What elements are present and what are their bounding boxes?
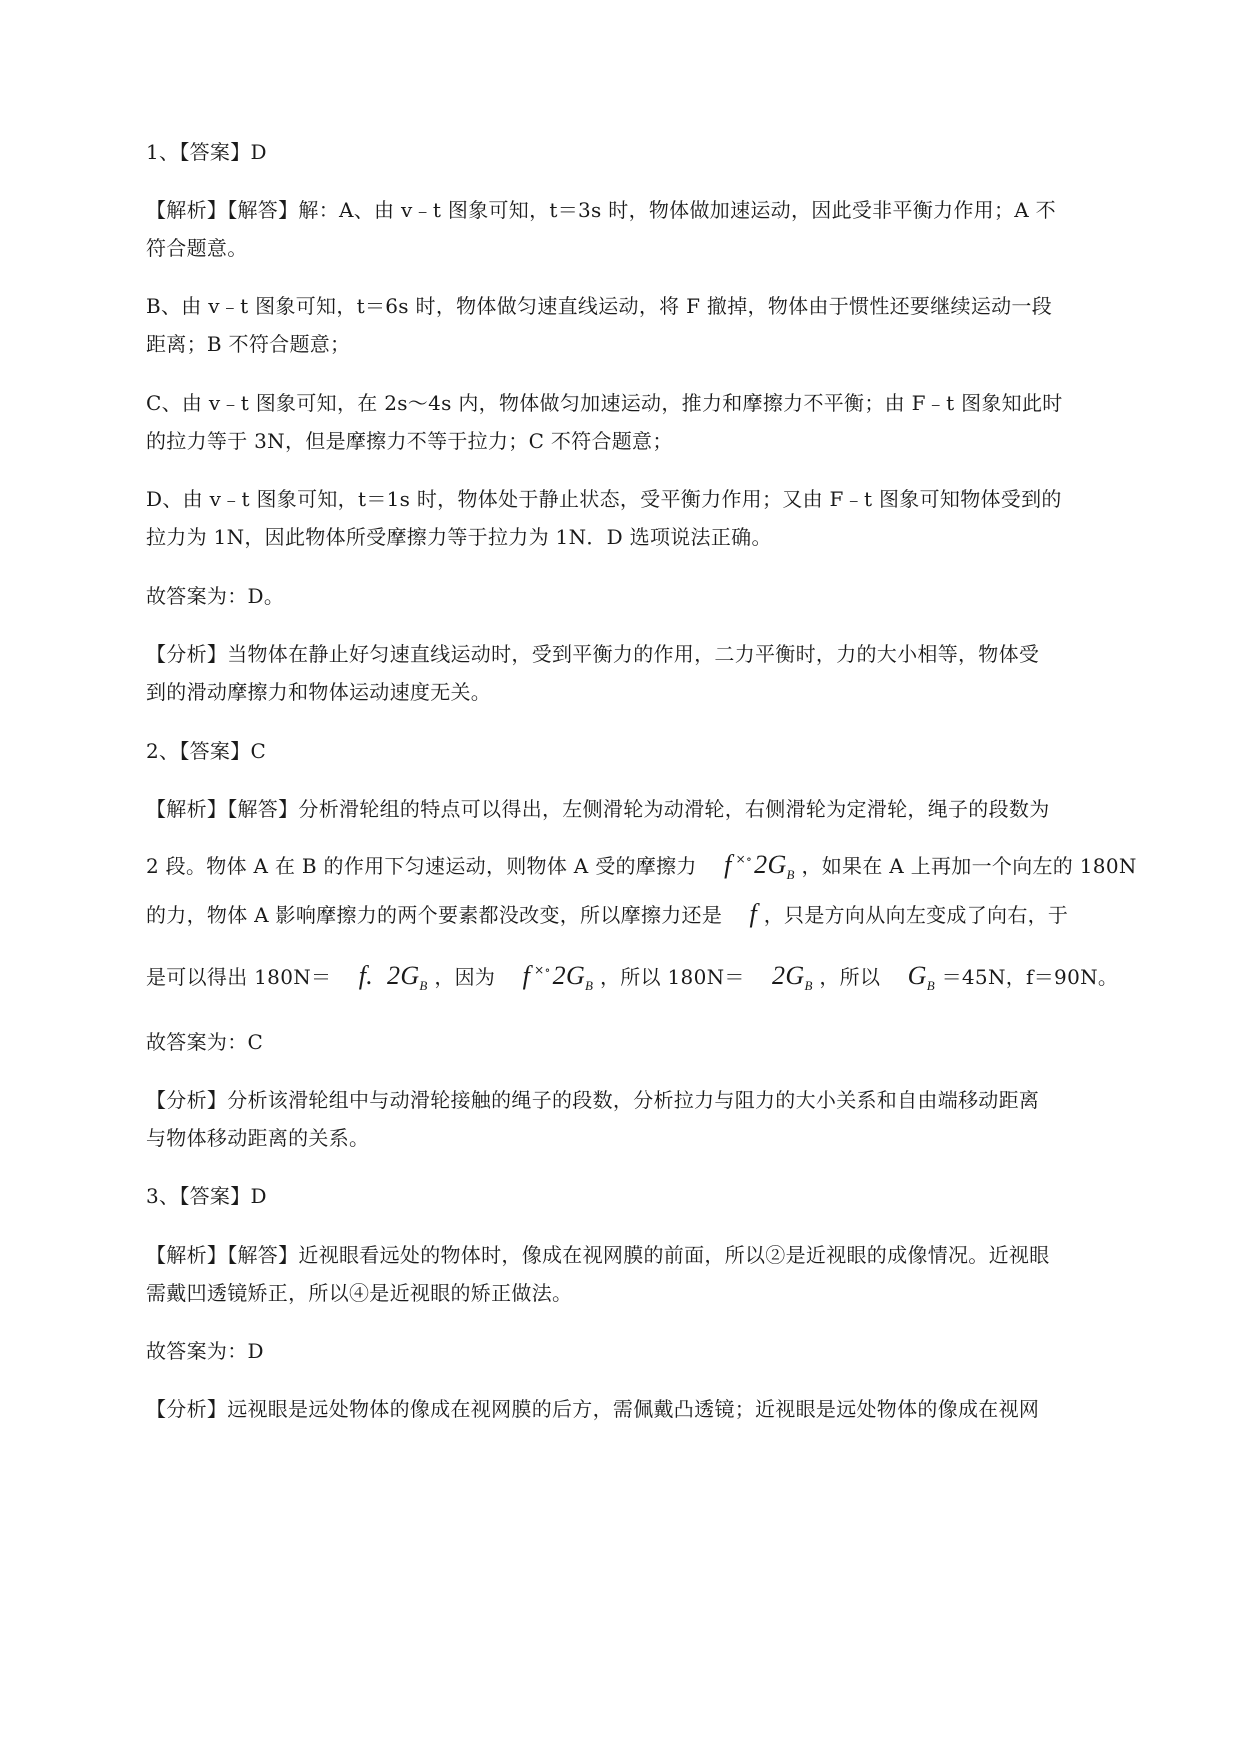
q2-review-line2: 与物体移动距离的关系。 — [146, 1126, 370, 1150]
q1-option-b-line1: B、由 v﹣t 图象可知，t＝6s 时，物体做匀速直线运动，将 F 撤掉，物体由于惯性还要继续运动一段 — [146, 294, 1053, 318]
q2-line2-text-b: ，如果在 A 上再加一个向左的 180N — [801, 854, 1137, 878]
q1-option-d-line2: 拉力为 1N，因此物体所受摩擦力等于拉力为 1N．D 选项说法正确。 — [146, 525, 772, 549]
q1-review-line1: 【分析】当物体在静止好匀速直线运动时，受到平衡力的作用，二力平衡时，力的大小相等，物体受 — [146, 642, 1040, 666]
q1-answer: 1、【答案】D — [146, 140, 267, 164]
q2-line4-text-e: ＝45N，f＝90N。 — [941, 965, 1119, 989]
q1-review-line2: 到的滑动摩擦力和物体运动速度无关。 — [146, 680, 492, 704]
q2-line3-text-b: ，只是方向从向左变成了向右，于 — [763, 903, 1069, 927]
q3-answer: 3、【答案】D — [146, 1184, 267, 1208]
q1-option-d-line1: D、由 v﹣t 图象可知，t＝1s 时，物体处于静止状态，受平衡力作用；又由 F﹣t 图象可知物体受到的 — [146, 487, 1062, 511]
q3-conclusion: 故答案为：D — [146, 1339, 264, 1363]
q2-line4-text-a: 是可以得出 180N＝ — [146, 965, 332, 989]
q2-line2-text-a: 2 段。物体 A 在 B 的作用下匀速运动，则物体 A 受的摩擦力 — [146, 854, 697, 878]
formula-because: f $^{\times\circ}2G_B$ — [522, 961, 594, 993]
q1-option-c-line1: C、由 v﹣t 图象可知，在 2s～4s 内，物体做匀加速运动，推力和摩擦力不平衡；由 F﹣t 图象知此时 — [146, 391, 1063, 415]
q2-line3-text-a: 的力，物体 A 影响摩擦力的两个要素都没改变，所以摩擦力还是 — [146, 903, 723, 927]
q2-conclusion: 故答案为：C — [146, 1030, 264, 1054]
formula-2gb: $2G_B$ — [772, 961, 813, 993]
q2-answer: 2、【答案】C — [146, 739, 267, 763]
q2-analysis-line1: 【解析】【解答】分析滑轮组的特点可以得出，左侧滑轮为动滑轮，右侧滑轮为定滑轮，绳子的段数为 — [146, 797, 1050, 821]
q2-analysis-line3 — [146, 897, 1146, 932]
formula-f: f — [749, 899, 758, 928]
q3-analysis-line2: 需戴凹透镜矫正，所以④是近视眼的矫正做法。 — [146, 1281, 573, 1305]
q2-analysis-line2 — [146, 842, 1146, 892]
formula-gb: $G_B$ — [907, 961, 935, 993]
q1-conclusion: 故答案为：D。 — [146, 584, 285, 608]
formula-f-dot-2gb: f. $2G_B$ — [358, 961, 428, 993]
formula-friction: f $^{\times\circ}2G_B$ — [724, 850, 795, 882]
q2-line4-text-c: ，所以 180N＝ — [599, 965, 745, 989]
q1-option-b-line2: 距离；B 不符合题意； — [146, 332, 351, 356]
q3-review-line1: 【分析】远视眼是远处物体的像成在视网膜的后方，需佩戴凸透镜；近视眼是远处物体的像成在视网 — [146, 1397, 1040, 1421]
q2-line4-text-b: ，因为 — [434, 965, 496, 989]
q1-analysis-line1: 【解析】【解答】解：A、由 v﹣t 图象可知，t＝3s 时，物体做加速运动，因此受非平衡力作用；A 不 — [146, 198, 1056, 222]
q2-line4-text-d: ，所以 — [819, 965, 881, 989]
q1-option-c-line2: 的拉力等于 3N，但是摩擦力不等于拉力；C 不符合题意； — [146, 429, 673, 453]
q1-analysis-line2: 符合题意。 — [146, 236, 248, 260]
q3-analysis-line1: 【解析】【解答】近视眼看远处的物体时，像成在视网膜的前面，所以②是近视眼的成像情况。近视眼 — [146, 1243, 1050, 1267]
q2-review-line1: 【分析】分析该滑轮组中与动滑轮接触的绳子的段数，分析拉力与阻力的大小关系和自由端移动距离 — [146, 1088, 1040, 1112]
q2-analysis-line4 — [146, 953, 1146, 1003]
